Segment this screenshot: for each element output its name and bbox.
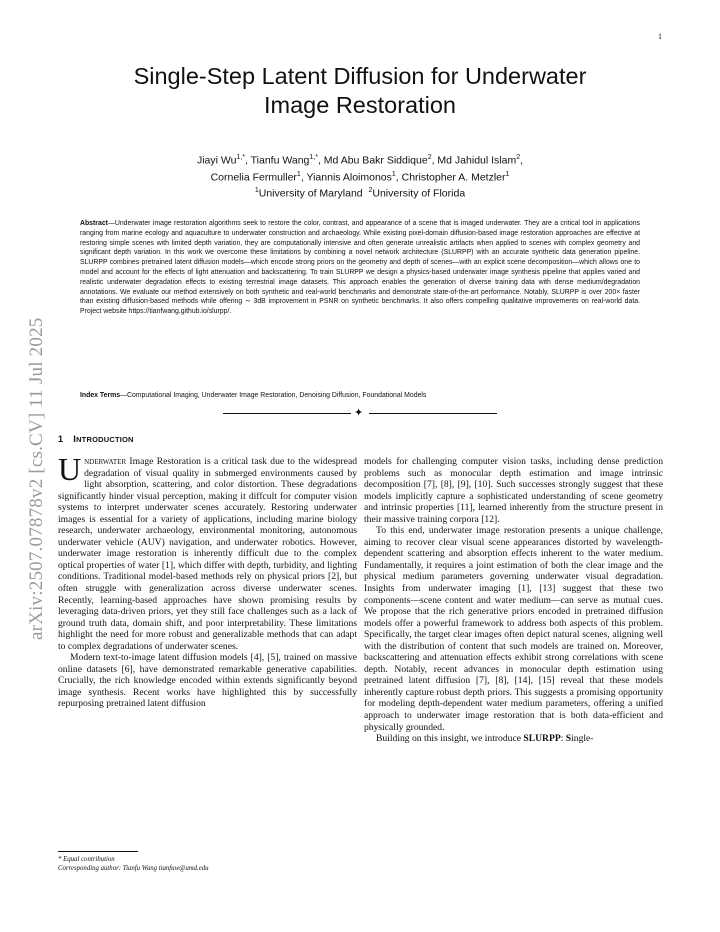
paragraph	[364, 733, 663, 745]
footnotes	[58, 855, 357, 873]
section-separator	[223, 408, 497, 420]
author-name: , Md Abu Bakr Siddique	[317, 154, 428, 167]
author-affiliation-mark: 2	[516, 154, 521, 161]
author-name: Jiayi Wu	[196, 154, 237, 167]
affiliation: University of Florida	[372, 187, 466, 200]
author-affiliation-mark: 1	[505, 170, 510, 178]
author-name: Cornelia Fermuller	[210, 171, 297, 183]
affiliations-line	[60, 184, 660, 201]
drop-cap: U	[58, 451, 82, 487]
paragraph-text: :	[560, 733, 566, 745]
separator-line	[369, 413, 497, 414]
footnote-rule	[58, 851, 138, 852]
paper-title	[60, 62, 660, 120]
author-line-2	[60, 168, 660, 185]
author-name: , Yiannis Aloimonos	[300, 171, 392, 183]
author-name: , Christopher A. Metzler	[395, 171, 506, 183]
separator-diamond-icon: ✦	[354, 406, 364, 419]
index-terms-text: —Computational Imaging, Underwater Image Restoration, Denoising Diffusion, Foundational Models	[120, 392, 427, 399]
right-column	[364, 456, 663, 745]
abstract-text: —Underwater image restoration algorithms seek to restore the color, contrast, and appearance of a scene that is imaged underwater. They are a critical tool in applications ranging from marine ecology and aquaculture to underwater construction and archaeology. While existing pixel-domain diffusion-based image restoration approaches are effective at restoring simple scenes with limited depth variation, they are computationally intensive and often generate unrealistic artifacts when applied to scenes with complex geometry and significant depth variation. In this work we overcome these limitations by combining a novel network architecture (SLURPP) with an accurate synthetic data generation pipeline. SLURPP combines pretrained latent diffusion models—which encode strong priors on the geometry and depth of scenes—with an explicit scene decomposition—which allows one to model and account for the effects of light attenuation and backscattering. To train SLURPP we design a physics-based underwater image synthesis pipeline that applies varied and realistic underwater degradation effects to existing terrestrial image datasets. This approach enables the generation of diverse training data with dense medium/degradation annotations. We evaluate our method extensively on both synthetic and real-world benchmarks and demonstrate state-of-the-art performance. Notably, SLURPP is over 200× faster than existing diffusion-based methods while offering ∼ 3dB improvement in PSNR on synthetic benchmarks. It also offers compelling qualitative improvements on real-world data. Project website https://tianfwang.github.io/slurpp/.	[80, 220, 640, 316]
arxiv-identifier-stamp: arXiv:2507.07878v2 [cs.CV] 11 Jul 2025	[26, 317, 47, 640]
abstract	[80, 219, 640, 317]
section-title-initial: I	[73, 434, 77, 445]
section-number: 1	[58, 434, 64, 444]
affiliation: University of Maryland	[258, 187, 363, 200]
section-title-rest: NTRODUCTION	[76, 435, 134, 444]
abstract-label: Abstract	[80, 220, 108, 227]
author-affiliation-mark: 1,*	[309, 154, 318, 161]
paragraph: Modern text-to-image latent diffusion models [4], [5], trained on massive online datasets [6], have demonstrated remarkable generative capabilities. Crucially, the rich knowledge encoded within extends significantly beyond image synthesis. Recent works have highlighted this by successfully repurposing pretrained latent diffusion	[58, 652, 357, 710]
affiliation-mark: 1	[254, 187, 259, 194]
paragraph-text: Building on this insight, we introduce	[376, 733, 524, 745]
index-terms-label: Index Terms	[80, 392, 121, 399]
author-separator: ,	[520, 154, 524, 167]
affiliation-mark: 2	[368, 187, 373, 194]
section-heading	[58, 434, 134, 445]
page-number: 1	[658, 32, 662, 41]
footnote-corresponding-author: Corresponding author: Tianfu Wang tianfuw@umd.edu	[58, 865, 209, 872]
left-column	[58, 451, 357, 710]
footnote-equal-contribution: * Equal contribution	[58, 856, 115, 863]
paragraph-text: ingle-	[571, 733, 594, 745]
paragraph: To this end, underwater image restoration presents a unique challenge, aiming to recover clear visual scene appearances distorted by wavelength-dependent scattering and absorption effects inherent to the water medium. Fundamentally, it requires a joint estimation of both the clear image and the physical medium parameters governing underwater visual degradation. Insights from underwater imaging [1], [13] suggest that these two components—scene content and water medium—can serve as mutual cues. We propose that the rich generative priors encoded in pretrained diffusion models offer a powerful framework to address both aspects of this problem. Specifically, the target clear images often depict natural scenes, aligning well with the distribution of content that such models are trained on. Moreover, backscattering and attenuation effects exhibit strong correlations with scene depth. Notably, recent advances in monocular depth estimation using pretrained latent diffusion [7], [8], [14], [15] reveal that these models inherently capture robust depth priors. This suggests a promising opportunity for modeling depth-dependent water medium parameters, offering a unified approach to underwater image restoration that is both data-efficient and physically grounded.	[364, 525, 663, 733]
author-affiliation-mark: 2	[427, 154, 432, 161]
method-acronym-letter: S	[565, 733, 572, 745]
method-name: SLURPP	[523, 733, 561, 745]
author-block	[60, 151, 660, 201]
separator-line	[223, 413, 351, 414]
opening-smallcaps: nderwater	[84, 456, 127, 467]
author-name: , Tianfu Wang	[244, 154, 310, 167]
index-terms	[80, 391, 640, 401]
author-affiliation-mark: 1	[391, 170, 396, 178]
paragraph	[58, 451, 357, 652]
paragraph-text: Image Restoration is a critical task due to the widespread degradation of visual quality in submerged environments caused by light absorption, scattering, and color distortion. These degradations significantly hinder visual perception, making it diffcult for computer vision systems to interpret underwater scenes accurately. Restoring underwater images is essential for a variety of applications, including marine biology research, underwater archaeology, environmental monitoring, autonomous underwater vehicle (AUV) navigation, and underwater robotics. However, underwater image restoration is inherently difficult due to the complex optical properties of water [1], which differ with depth, turbidity, and lighting conditions. Traditional model-based methods rely on physical priors [2], but often struggle with generalization across diverse underwater scenes. Recently, learning-based approaches have shown promising results by leveraging data-driven priors, yet they still face challenges such as a lack of ground truth data, domain shift, and poor interpretability. These limitations highlight the need for more robust and generalizable methods that can adapt to complex degradations of underwater scenes.	[58, 456, 357, 652]
author-line-1	[60, 151, 660, 168]
author-affiliation-mark: 1	[296, 170, 301, 178]
author-name: , Md Jahidul Islam	[431, 154, 517, 167]
author-affiliation-mark: 1,*	[236, 154, 245, 161]
paragraph: models for challenging computer vision tasks, including dense prediction problems such as monocular depth estimation and image intrinsic decomposition [7], [8], [9], [10]. Such successes strongly suggest that these models implicitly capture a sophisticated understanding of scene geometry and intrinsic properties [11], learned inherently from the structure present in their massive training corpora [12].	[364, 456, 663, 525]
title-line-1: Single-Step Latent Diffusion for Underwater	[133, 63, 587, 89]
title-line-2: Image Restoration	[263, 92, 457, 118]
